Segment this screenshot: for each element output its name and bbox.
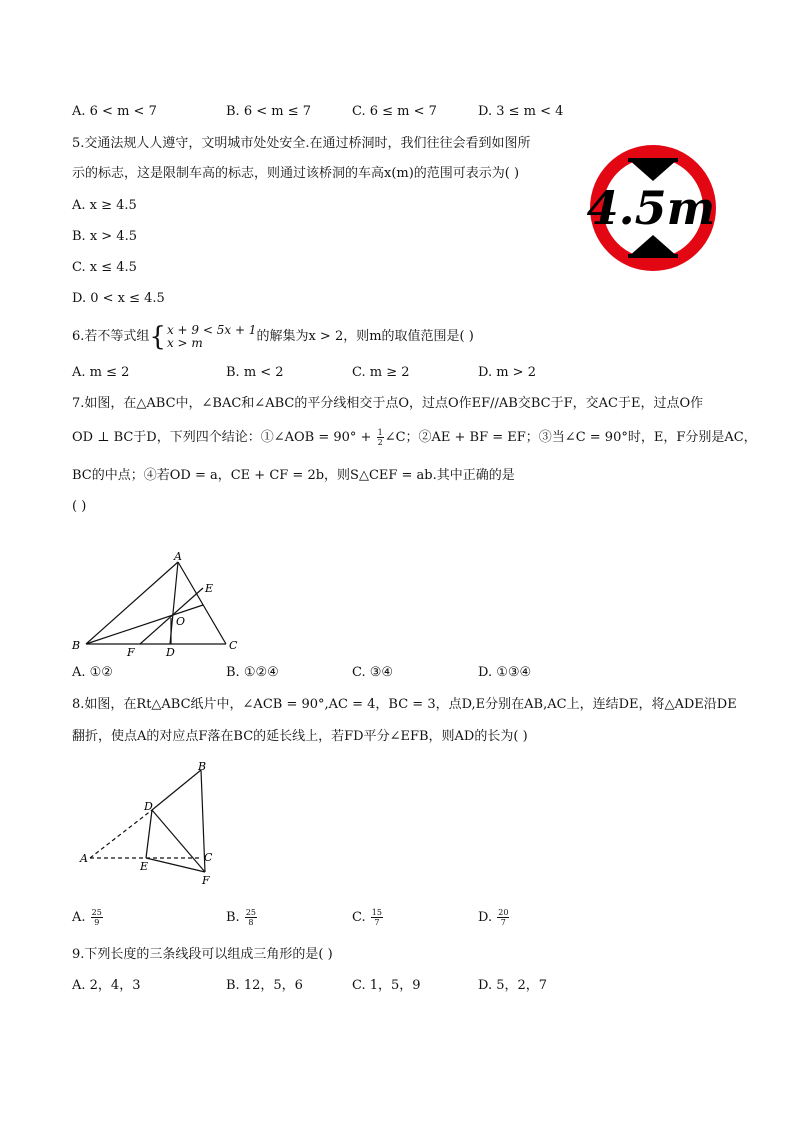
q8-option-b-fraction [245, 908, 257, 927]
q6-text [72, 322, 474, 352]
q7-bisector-b [86, 605, 203, 644]
q8-option-d [478, 905, 510, 931]
q7-text-line1: 7.如图，在△ABC中，∠BAC和∠ABC的平分线相交于点O，过点O作EF//AB交BC于F，交AC于E，过点O作 [72, 396, 704, 411]
q8-label-c: C [204, 851, 213, 864]
q8-label-f: F [202, 874, 210, 887]
q7-label-f: F [127, 646, 135, 658]
q8-segment-db [152, 770, 201, 810]
q8-option-d-den: 7 [500, 918, 506, 927]
q8-option-d-num: 20 [498, 908, 509, 917]
q7-option-a: A. ①② [72, 665, 113, 680]
q5-option-b: B. x > 4.5 [72, 229, 137, 244]
q7-fraction [377, 428, 384, 447]
q7-option-c: C. ③④ [352, 665, 394, 680]
q9-option-d: D. 5，2，7 [478, 978, 548, 993]
q4-option-d: D. 3 ≤ m < 4 [478, 104, 564, 119]
q7-option-d: D. ①③④ [478, 665, 532, 680]
q8-option-c-fraction [371, 908, 383, 927]
q8-text-line1: 8.如图，在Rt△ABC纸片中，∠ACB = 90°,AC = 4，BC = 3，点D,E分别在AB,AC上，连结DE，将△ADE沿DE [72, 697, 737, 712]
q7-label-c: C [229, 639, 238, 652]
q7-label-b: B [72, 639, 81, 652]
q8-option-c [352, 905, 384, 931]
q8-option-c-label: C. [352, 910, 366, 925]
q7-side-ab [86, 562, 178, 644]
q6-option-b: B. m < 2 [226, 365, 284, 380]
q5-option-d: D. 0 < x ≤ 4.5 [72, 291, 165, 306]
q8-option-c-num: 15 [371, 908, 382, 917]
q4-option-a: A. 6 < m < 7 [72, 104, 157, 119]
q6-option-c: C. m ≥ 2 [352, 365, 410, 380]
q6-inequality-2: x > m [166, 335, 203, 350]
q6-option-d: D. m > 2 [478, 365, 536, 380]
q6-prefix: 6.若不等式组 [72, 329, 150, 344]
q7-text-line3: BC的中点；④若OD = a，CE + CF = 2b，则S△CEF = ab.其中正确的是 [72, 468, 515, 483]
q8-label-d: D [144, 800, 153, 813]
q8-option-a-den: 9 [94, 918, 100, 927]
q7-label-o: O [176, 615, 186, 628]
q9-option-b: B. 12，5，6 [226, 978, 303, 993]
q8-segment-df [152, 810, 205, 872]
q8-option-c-den: 7 [374, 918, 380, 927]
q9-text-line1: 9.下列长度的三条线段可以组成三角形的是( ) [72, 947, 333, 962]
q8-text-line2: 翻折，使点A的对应点F落在BC的延长线上，若FD平分∠EFB，则AD的长为( ) [72, 729, 528, 744]
q7-label-d: D [166, 646, 175, 658]
q6-brace: { [149, 321, 166, 352]
q8-segment-ef [146, 858, 205, 872]
q5-text-line2: 示的标志，这是限制车高的标志，则通过该桥洞的车高x(m)的范围可表示为( ) [72, 166, 520, 181]
q7-text-line4: ( ) [72, 499, 87, 514]
q9-option-c: C. 1，5，9 [352, 978, 421, 993]
q8-option-b-num: 25 [245, 908, 257, 917]
q8-option-d-label: D. [478, 910, 493, 925]
q8-option-b-den: 8 [248, 918, 254, 927]
q4-option-b: B. 6 < m ≤ 7 [226, 104, 312, 119]
q5-option-a: A. x ≥ 4.5 [72, 198, 137, 213]
q8-option-a-fraction [91, 908, 103, 927]
q8-option-a-label: A. [72, 910, 86, 925]
q4-option-c: C. 6 ≤ m < 7 [352, 104, 437, 119]
q8-label-e: E [140, 860, 149, 873]
q8-label-b: B [198, 760, 207, 773]
q8-fold-de [146, 810, 152, 858]
q8-label-a: A [80, 852, 88, 865]
q5-text-line1: 5.交通法规人人遵守，文明城市处处安全.在通过桥洞时，我们往往会看到如图所 [72, 136, 531, 151]
q5-option-c: C. x ≤ 4.5 [72, 260, 137, 275]
q7-fraction-den: 2 [377, 438, 383, 447]
q7-line2-part2: ∠C；②AE + BF = EF；③当∠C = 90°时，E，F分别是AC， [384, 430, 757, 445]
q6-suffix: 的解集为x > 2，则m的取值范围是( ) [256, 329, 474, 344]
q8-dashed-ad [90, 810, 152, 858]
q7-text-line2 [72, 426, 757, 450]
q8-option-a [72, 905, 104, 931]
q6-inequality-1: x + 9 < 5x + 1 [166, 322, 257, 337]
q7-option-b: B. ①②④ [226, 665, 279, 680]
q8-option-d-fraction [497, 908, 509, 927]
q7-fraction-num: 1 [377, 428, 383, 437]
q8-triangle-figure [74, 760, 224, 890]
q8-option-b-label: B. [226, 910, 240, 925]
q6-system [167, 324, 257, 350]
q6-option-a: A. m ≤ 2 [72, 365, 130, 380]
height-limit-sign-icon [586, 141, 720, 275]
q7-side-ac [178, 562, 226, 644]
sign-limit-text: 4.5m [586, 181, 716, 235]
q7-label-a: A [174, 550, 182, 563]
q7-label-e: E [205, 582, 214, 595]
q8-option-b [226, 905, 258, 931]
q7-line2-part1: OD ⊥ BC于D，下列四个结论：①∠AOB = 90° + [72, 430, 376, 445]
q8-option-a-num: 25 [91, 908, 102, 917]
q9-option-a: A. 2，4，3 [72, 978, 141, 993]
q7-triangle-figure [66, 548, 256, 658]
